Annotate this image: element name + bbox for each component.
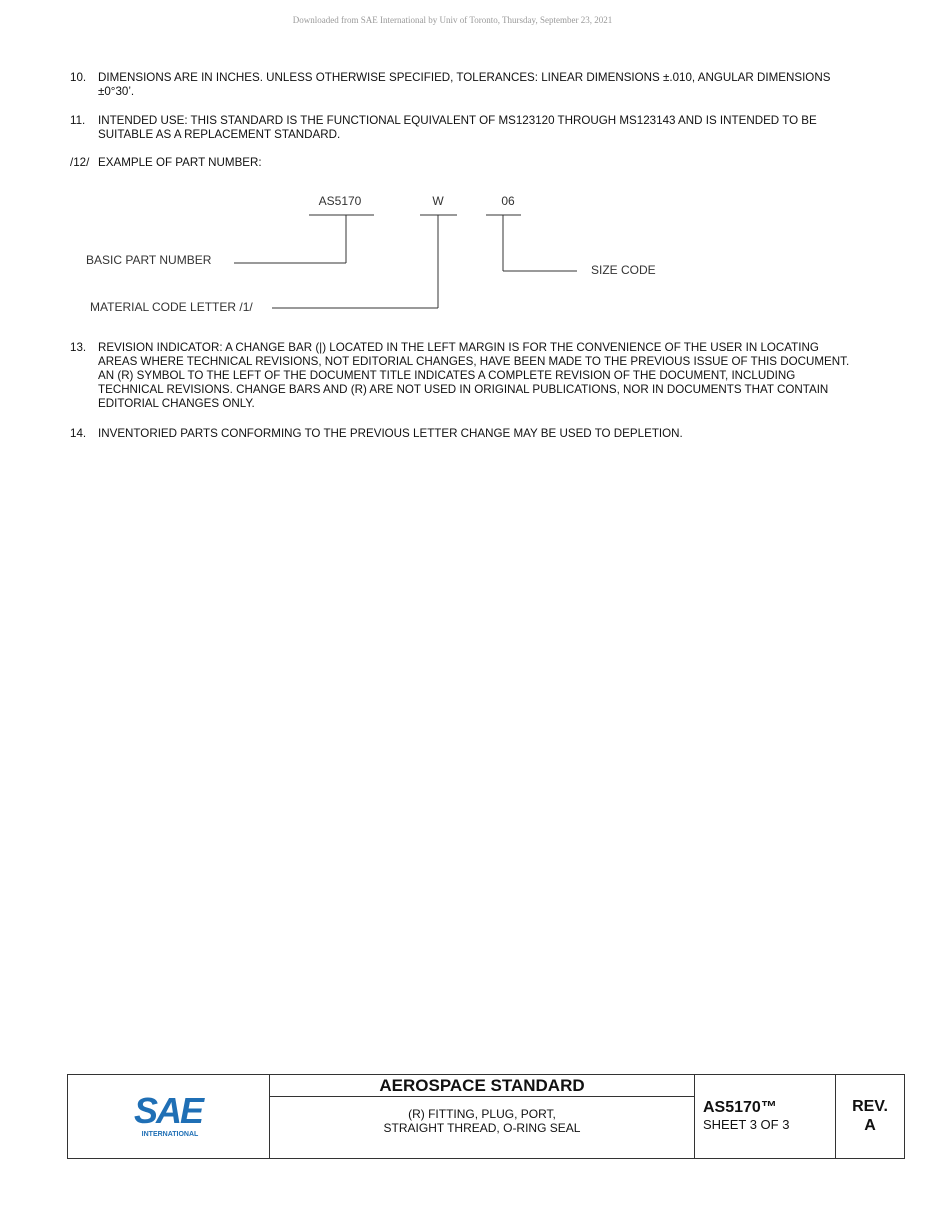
title-block	[67, 1074, 905, 1159]
note-text: INTENDED USE: THIS STANDARD IS THE FUNCTIONAL EQUIVALENT OF MS123120 THROUGH MS123143 AND IS INTENDED TO BE SUITABLE AS A REPLACEMENT STANDARD.	[98, 114, 817, 141]
revision-value: A	[864, 1117, 876, 1134]
note-number: 13.	[70, 341, 87, 354]
material-code: W	[432, 194, 444, 208]
note-number: 14.	[70, 427, 87, 440]
document-id-cell	[695, 1075, 836, 1158]
note-text: DIMENSIONS ARE IN INCHES. UNLESS OTHERWISE SPECIFIED, TOLERANCES: LINEAR DIMENSIONS ±.010, ANGULAR DIMENSIONS ±0°30’.	[98, 71, 831, 98]
revision-label: REV.	[852, 1098, 888, 1115]
note-number: 11.	[70, 114, 86, 127]
part-number-diagram	[0, 180, 950, 330]
document-type-title: AEROSPACE STANDARD	[270, 1075, 695, 1097]
note-text: REVISION INDICATOR: A CHANGE BAR (|) LOCATED IN THE LEFT MARGIN IS FOR THE CONVENIENCE OF THE USER IN LOCATING AREAS WHERE TECHNICAL REVISIONS, NOT EDITORIAL CHANGES, HAVE BEEN MADE TO THE PREVIOUS ISSUE OF THIS DOCUMENT. AN (R) SYMBOL TO THE LEFT OF THE DOCUMENT TITLE INDICATES A COMPLETE REVISION OF THE DOCUMENT, INCLUDING TECHNICAL REVISIONS. CHANGE BARS AND (R) ARE NOT USED IN ORIGINAL PUBLICATIONS, NOR IN DOCUMENTS THAT CONTAIN EDITORIAL CHANGES ONLY.	[98, 341, 850, 410]
download-note: Downloaded from SAE International by Univ of Toronto, Thursday, September 23, 2021	[292, 15, 613, 25]
description-line-2: STRAIGHT THREAD, O-RING SEAL	[383, 1121, 581, 1135]
basic-part-code: AS5170	[318, 194, 362, 208]
sheet-number: SHEET 3 OF 3	[703, 1117, 790, 1132]
sae-logo	[68, 1075, 268, 1158]
note-13	[70, 341, 860, 411]
note-number: /12/	[70, 156, 90, 169]
revision-cell	[836, 1075, 904, 1158]
note-text: EXAMPLE OF PART NUMBER:	[98, 156, 262, 169]
document-description	[270, 1097, 695, 1158]
sae-logo-text: SAE	[133, 1090, 203, 1131]
note-12	[70, 156, 860, 170]
note-10	[70, 71, 860, 99]
note-11	[70, 114, 860, 142]
note-number: 10.	[70, 71, 87, 84]
note-text: INVENTORIED PARTS CONFORMING TO THE PREVIOUS LETTER CHANGE MAY BE USED TO DEPLETION.	[98, 427, 683, 440]
logo-cell	[68, 1075, 270, 1158]
sae-logo-subtext: INTERNATIONAL	[141, 1131, 199, 1138]
note-14	[70, 427, 860, 441]
description-line-1: (R) FITTING, PLUG, PORT,	[408, 1107, 556, 1121]
basic-part-label: BASIC PART NUMBER	[86, 253, 212, 267]
size-code: 06	[501, 194, 515, 208]
material-code-label: MATERIAL CODE LETTER /1/	[90, 300, 253, 314]
size-code-label: SIZE CODE	[591, 263, 656, 277]
document-id: AS5170™	[703, 1099, 777, 1116]
